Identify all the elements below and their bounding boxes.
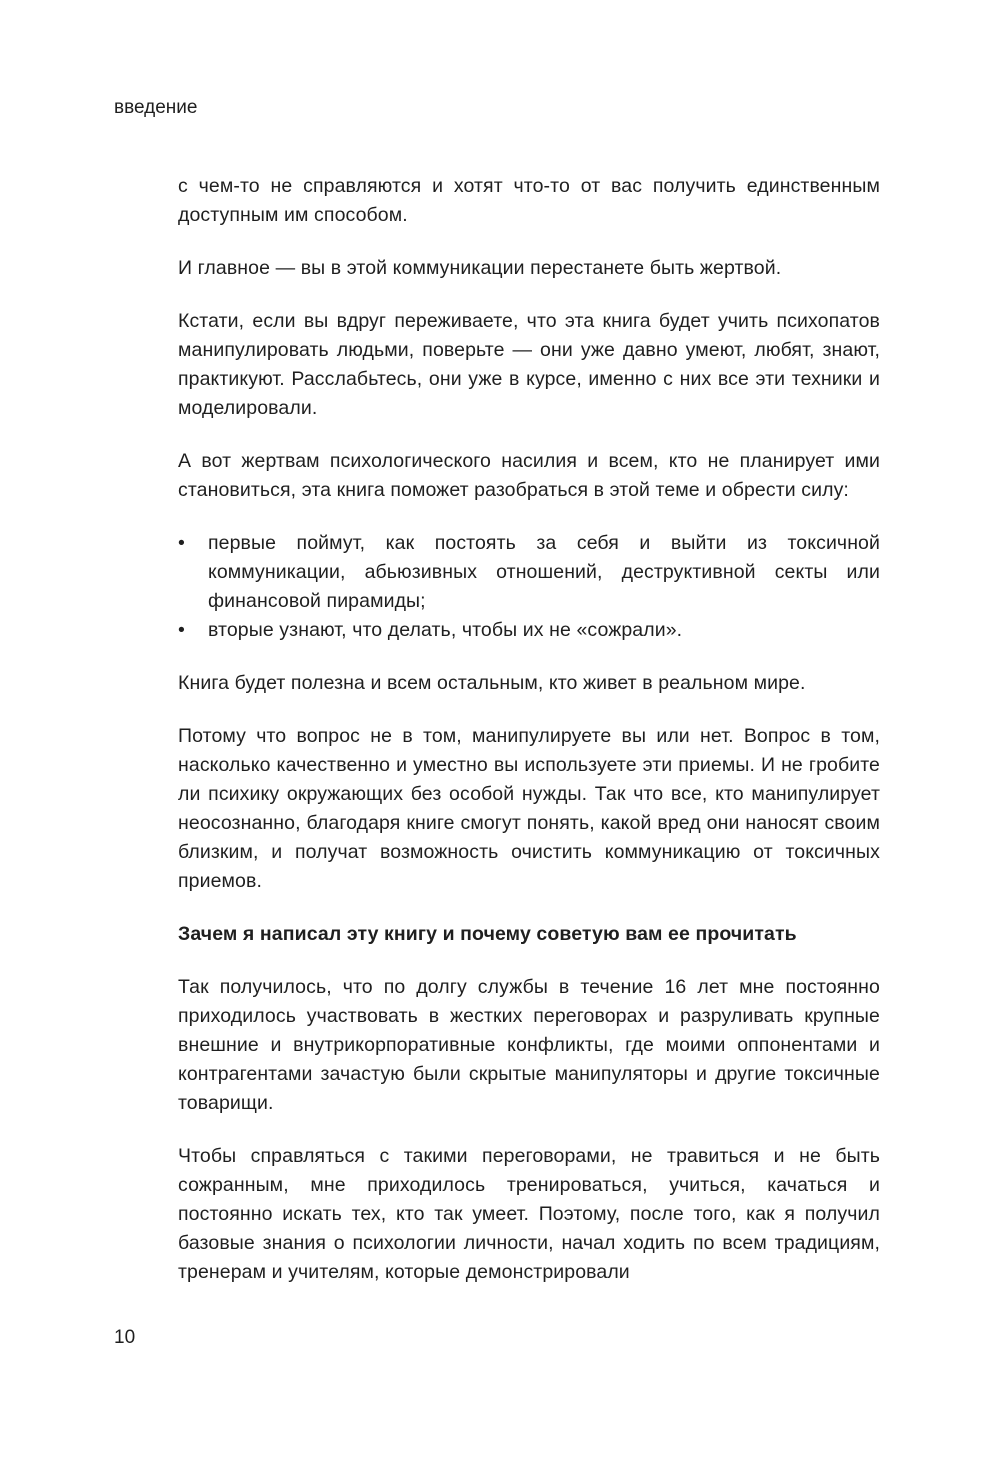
running-header: введение <box>114 97 198 118</box>
paragraph: А вот жертвам психологического насилия и всем, кто не планирует ими становиться, эта книга поможет разобраться в этой теме и обрести силу: <box>178 450 880 501</box>
paragraph: Потому что вопрос не в том, манипулируете вы или нет. Вопрос в том, насколько качественно и уместно вы используете эти приемы. И не гробите ли психику окружающих без особой нужды. Так что все, кто манипулирует неосознанно, благодаря книге смогут понять, какой вред они наносят своим близким, и получат возможность очистить коммуникацию от токсичных приемов. <box>178 725 880 892</box>
list-item-text: вторые узнают, что делать, чтобы их не «сожрали». <box>208 619 683 641</box>
bullet-marker: • <box>178 532 185 554</box>
paragraph: Чтобы справляться с такими переговорами, не травиться и не быть сожранным, мне приходилось тренироваться, учиться, качаться и постоянно искать тех, кто так умеет. Поэтому, после того, как я получил базовые знания о психологии личности, начал ходить по всем традициям, тренерам и учителям, которые демонстрировали <box>178 1145 880 1283</box>
main-text <box>178 172 880 1287</box>
paragraph: И главное — вы в этой коммуникации перестанете быть жертвой. <box>178 257 782 279</box>
bullet-marker: • <box>178 619 185 641</box>
list-item <box>178 616 880 645</box>
bullet-list <box>178 529 880 645</box>
page-number: 10 <box>114 1327 136 1348</box>
list-item-text: первые поймут, как постоять за себя и выйти из токсичной коммуникации, абьюзивных отношений, деструктивной секты или финансовой пирамиды; <box>208 532 880 612</box>
paragraph: Кстати, если вы вдруг переживаете, что эта книга будет учить психопатов манипулировать людьми, поверьте — они уже давно умеют, любят, знают, практикуют. Расслабьтесь, они уже в курсе, именно с них все эти техники и моделировали. <box>178 310 880 419</box>
paragraph: Так получилось, что по долгу службы в течение 16 лет мне постоянно приходилось участвовать в жестких переговорах и разруливать крупные внешние и внутрикорпоративные конфликты, где моими оппонентами и контрагентами зачастую были скрытые манипуляторы и другие токсичные товарищи. <box>178 976 880 1114</box>
section-heading: Зачем я написал эту книгу и почему советую вам ее прочитать <box>178 923 797 945</box>
list-item <box>178 529 880 616</box>
paragraph: с чем-то не справляются и хотят что-то от вас получить единственным доступным им способом. <box>178 175 880 226</box>
paragraph: Книга будет полезна и всем остальным, кто живет в реальном мире. <box>178 672 806 694</box>
